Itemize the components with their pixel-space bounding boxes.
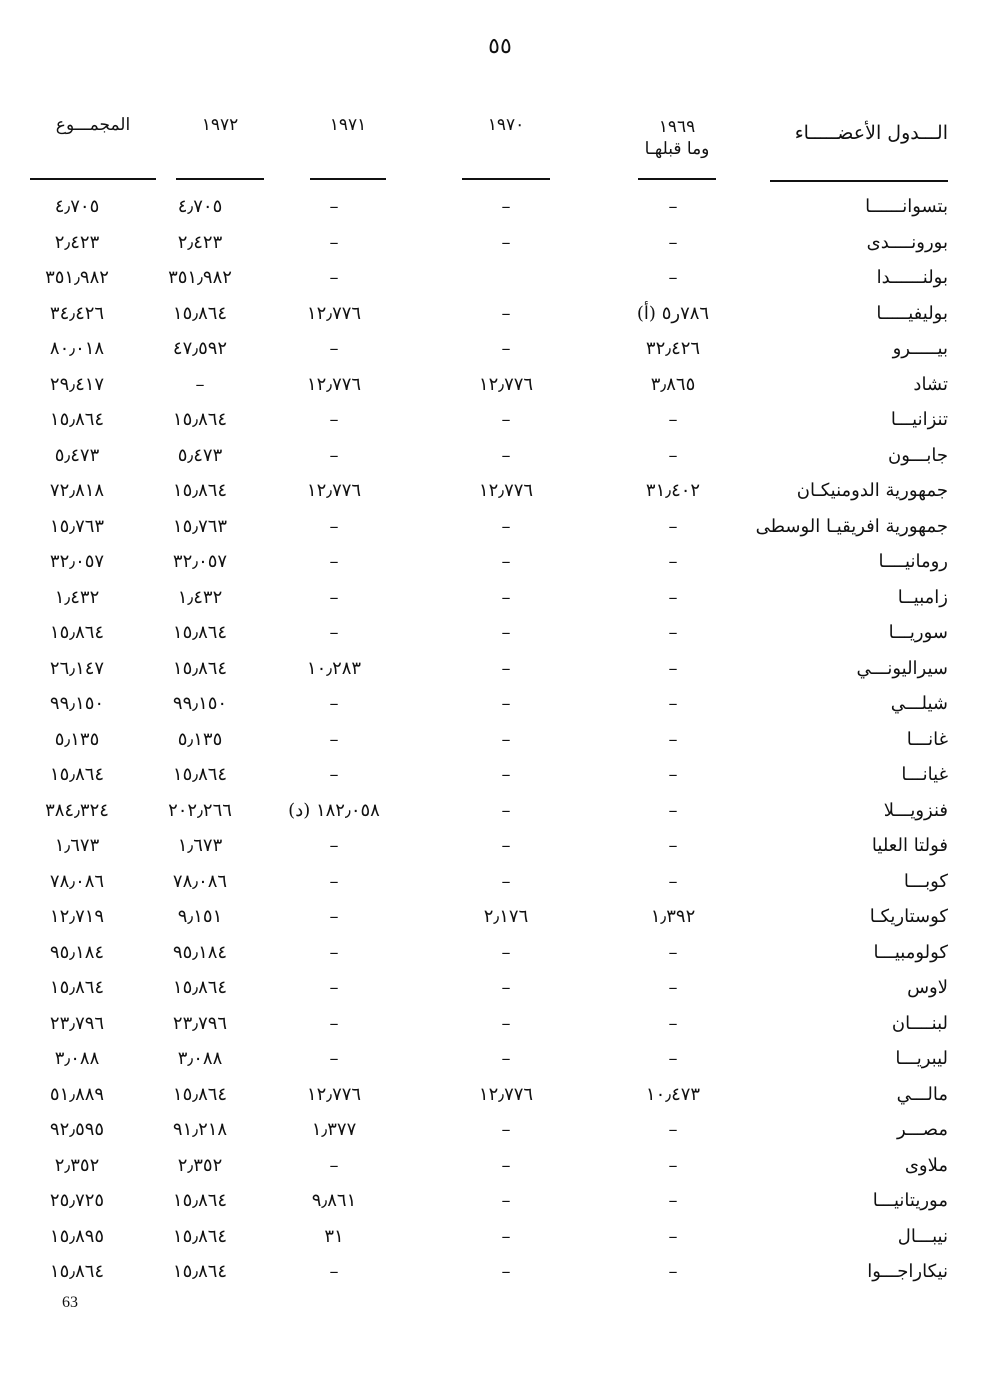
cell-1972: ٤٧٫٥٩٢ <box>172 338 228 359</box>
cell-1969: – <box>668 1048 678 1069</box>
cell-total: ٩٥٫١٨٤ <box>49 941 105 963</box>
cell-1970: – <box>501 1190 511 1211</box>
cell-1969: – <box>668 835 678 856</box>
cell-total: ١٥٫٨٦٤ <box>49 409 105 430</box>
cell-total: ٧٢٫٨١٨ <box>49 480 105 501</box>
country-name: بولنــــــدا <box>876 267 948 288</box>
country-name: جمهورية افريقيـا الوسطى <box>755 515 948 537</box>
table-row <box>0 760 1000 796</box>
cell-1971: – <box>329 941 339 963</box>
cell-total: ٣٢٫٠٥٧ <box>49 551 105 572</box>
cell-1971: ١٢٫٧٧٦ <box>306 302 362 324</box>
header-1972-label: ١٩٧٢ <box>201 115 239 135</box>
cell-1969: – <box>668 622 678 643</box>
cell-1972: ١٥٫٨٦٤ <box>172 1190 228 1211</box>
country-name: ليبريـــا <box>895 1048 948 1069</box>
cell-1971: – <box>329 409 339 430</box>
country-name: غيانـــا <box>901 764 948 785</box>
cell-total: ٩٩٫١٥٠ <box>49 693 105 714</box>
country-name: مالـــي <box>896 1083 948 1105</box>
cell-1969: – <box>668 977 678 998</box>
cell-1970: – <box>501 302 511 324</box>
country-name: بوليفيـــــا <box>876 302 948 324</box>
cell-1970: – <box>501 835 511 856</box>
cell-1970: – <box>501 728 511 750</box>
cell-1972: ٩١٫٢١٨ <box>172 1119 228 1140</box>
cell-1969: – <box>668 551 678 572</box>
header-1972 <box>176 114 264 180</box>
cell-1969: ٣٫٨٦٥ <box>650 373 696 395</box>
header-1969 <box>638 116 716 180</box>
table-row <box>0 299 1000 335</box>
cell-1970: – <box>501 1154 511 1176</box>
cell-1970: – <box>501 693 511 714</box>
cell-total: ١٢٫٧١٩ <box>49 906 105 927</box>
header-total <box>30 114 156 180</box>
table-row <box>0 334 1000 370</box>
cell-1970: – <box>501 1012 511 1034</box>
cell-1969: – <box>668 1119 678 1140</box>
cell-1971: ٣١ <box>324 1225 344 1247</box>
country-name: كولومبيـــا <box>873 941 948 963</box>
cell-1970: – <box>501 444 511 466</box>
cell-1972: ١٥٫٨٦٤ <box>172 764 228 785</box>
cell-total: ١٥٫٧٦٣ <box>49 515 105 537</box>
table-row <box>0 405 1000 441</box>
cell-total: ٣٫٠٨٨ <box>54 1048 100 1069</box>
cell-1970: – <box>501 231 511 253</box>
cell-1970: – <box>501 1261 511 1282</box>
cell-1969: – <box>668 1012 678 1034</box>
cell-total: ١٥٫٨٦٤ <box>49 977 105 998</box>
cell-total: ١٫٤٣٢ <box>54 586 100 608</box>
table-row <box>0 618 1000 654</box>
cell-1971: – <box>329 1154 339 1176</box>
header-rule <box>638 178 716 180</box>
cell-1972: ٧٨٫٠٨٦ <box>172 870 228 892</box>
cell-total: ٢٫٣٥٢ <box>54 1154 100 1176</box>
cell-1972: ٢٠٢٫٢٦٦ <box>168 799 232 821</box>
cell-1972: ٩٩٫١٥٠ <box>172 693 228 714</box>
table-row <box>0 902 1000 938</box>
table-row <box>0 263 1000 299</box>
table-row <box>0 1186 1000 1222</box>
header-total-label: المجمـــوع <box>55 115 131 135</box>
country-name: شيلـــي <box>890 693 948 714</box>
cell-1970: ١٢٫٧٧٦ <box>478 373 534 395</box>
footer-page-number: 63 <box>62 1294 78 1311</box>
cell-1971: – <box>329 693 339 714</box>
cell-total: ٢٣٫٧٩٦ <box>49 1012 105 1034</box>
header-rule <box>770 180 948 182</box>
header-member-states <box>770 122 948 182</box>
cell-1969: – <box>668 764 678 785</box>
table-row <box>0 796 1000 832</box>
cell-1971: – <box>329 196 339 217</box>
table-row <box>0 973 1000 1009</box>
cell-1970: – <box>501 1119 511 1140</box>
table-row <box>0 1080 1000 1116</box>
cell-1971: ١٢٫٧٧٦ <box>306 480 362 501</box>
cell-1971: ١٢٫٧٧٦ <box>306 1083 362 1105</box>
cell-total: ٢٫٤٢٣ <box>54 231 100 253</box>
country-name: لبنــــان <box>891 1012 948 1034</box>
country-name: كوستاريكـا <box>869 906 948 927</box>
cell-1970: – <box>501 551 511 572</box>
cell-1970: – <box>501 941 511 963</box>
cell-1972: ١٫٤٣٢ <box>177 586 223 608</box>
cell-1969: – <box>668 196 678 217</box>
table-row <box>0 1009 1000 1045</box>
cell-1972: ١٥٫٨٦٤ <box>172 480 228 501</box>
cell-1969: ١٫٣٩٢ <box>650 906 696 927</box>
country-name: زامبيــا <box>897 586 948 608</box>
cell-1970: – <box>501 409 511 430</box>
cell-1972: ٣٫٠٨٨ <box>177 1048 223 1069</box>
country-name: سوريـــا <box>888 622 948 643</box>
cell-total: ٢٩٫٤١٧ <box>49 373 105 395</box>
cell-1972: ٣٥١٫٩٨٢ <box>168 267 232 288</box>
cell-total: ٥١٫٨٨٩ <box>49 1083 105 1105</box>
table-row <box>0 370 1000 406</box>
header-rule <box>462 178 550 180</box>
country-name: بيـــــرو <box>892 338 948 359</box>
cell-1971: – <box>329 870 339 892</box>
table-row <box>0 725 1000 761</box>
cell-1971: – <box>329 835 339 856</box>
cell-1971: – <box>329 231 339 253</box>
cell-1970: – <box>501 977 511 998</box>
cell-1969: – <box>668 409 678 430</box>
cell-1971: – <box>329 728 339 750</box>
header-member-states-label: الـــدول الأعضـــــاء <box>794 122 948 144</box>
cell-1971: – <box>329 515 339 537</box>
cell-1972: – <box>195 373 205 395</box>
cell-1972: ٥٫١٣٥ <box>177 728 223 750</box>
header-rule <box>30 178 156 180</box>
country-name: بورونــــدى <box>866 231 948 253</box>
cell-1971: ٩٫٨٦١ <box>311 1190 357 1211</box>
cell-1971: – <box>329 444 339 466</box>
cell-1971: – <box>329 1048 339 1069</box>
header-1969-year: ١٩٦٩ <box>658 117 696 137</box>
cell-1969: – <box>668 1190 678 1211</box>
table-row <box>0 867 1000 903</box>
cell-1970: – <box>501 799 511 821</box>
country-name: رومانيــــا <box>878 551 948 572</box>
cell-total: ٧٨٫٠٨٦ <box>49 870 105 892</box>
cell-total: ٣٥١٫٩٨٢ <box>45 267 109 288</box>
cell-1972: ٥٫٤٧٣ <box>177 444 223 466</box>
cell-1971: – <box>329 764 339 785</box>
cell-1972: ١٥٫٧٦٣ <box>172 515 228 537</box>
cell-1969: – <box>668 1154 678 1176</box>
table-row <box>0 831 1000 867</box>
cell-1969: – <box>668 586 678 608</box>
cell-total: ٩٢٫٥٩٥ <box>49 1119 105 1140</box>
table-row <box>0 938 1000 974</box>
table-row <box>0 512 1000 548</box>
cell-total: ٥٫٤٧٣ <box>54 444 100 466</box>
cell-1970: ٢٫١٧٦ <box>483 906 529 927</box>
header-1970 <box>462 114 550 180</box>
cell-1972: ١٥٫٨٦٤ <box>172 1261 228 1282</box>
cell-1970: – <box>501 586 511 608</box>
cell-1971: – <box>329 1261 339 1282</box>
table-row <box>0 228 1000 264</box>
cell-1972: ١٥٫٨٦٤ <box>172 1225 228 1247</box>
country-name: سيراليونـــي <box>856 657 948 679</box>
cell-1972: ١٫٦٧٣ <box>177 835 223 856</box>
cell-1972: ١٥٫٨٦٤ <box>172 622 228 643</box>
cell-total: ٣٤٫٤٢٦ <box>49 302 105 324</box>
header-1971-label: ١٩٧١ <box>329 115 367 135</box>
cell-total: ٢٦٫١٤٧ <box>49 657 105 679</box>
cell-total: ١٥٫٨٩٥ <box>49 1225 105 1247</box>
country-name: غانـــا <box>906 728 948 750</box>
country-name: تنزانيـــا <box>890 409 948 430</box>
table-row <box>0 441 1000 477</box>
table-row <box>0 1151 1000 1187</box>
country-name: نيكاراجـــوا <box>867 1261 948 1282</box>
cell-total: ٥٫١٣٥ <box>54 728 100 750</box>
cell-1971: – <box>329 586 339 608</box>
cell-1971: – <box>329 977 339 998</box>
cell-1972: ٣٢٫٠٥٧ <box>172 551 228 572</box>
cell-1972: ٢٣٫٧٩٦ <box>172 1012 228 1034</box>
cell-1971: – <box>329 551 339 572</box>
cell-1970: – <box>501 338 511 359</box>
cell-total: ٢٥٫٧٢٥ <box>49 1190 105 1211</box>
cell-1972: ١٥٫٨٦٤ <box>172 977 228 998</box>
cell-1970: – <box>501 1048 511 1069</box>
cell-1970: – <box>501 515 511 537</box>
cell-1970: – <box>501 196 511 217</box>
cell-1971: – <box>329 267 339 288</box>
cell-1969: – <box>668 657 678 679</box>
cell-1972: ١٥٫٨٦٤ <box>172 1083 228 1105</box>
country-name: جابـــون <box>888 444 948 466</box>
cell-1972: ٤٫٧٠٥ <box>177 196 223 217</box>
cell-total: ٤٫٧٠٥ <box>54 196 100 217</box>
cell-total: ١٥٫٨٦٤ <box>49 622 105 643</box>
cell-1972: ١٥٫٨٦٤ <box>172 302 228 324</box>
contributions-table <box>0 192 1000 1293</box>
table-row <box>0 654 1000 690</box>
page-number: ٥٥ <box>488 34 512 59</box>
cell-1971: – <box>329 1012 339 1034</box>
cell-1970: ١٢٫٧٧٦ <box>478 480 534 501</box>
country-name: جمهورية الدومنيكـان <box>796 480 948 501</box>
cell-1972: ١٥٫٨٦٤ <box>172 409 228 430</box>
cell-1971: ١٨٢٫٠٥٨ (د) <box>288 799 380 821</box>
table-row <box>0 689 1000 725</box>
cell-1970: – <box>501 764 511 785</box>
country-name: كوبـــا <box>903 870 948 892</box>
cell-1972: ٢٫٤٢٣ <box>177 231 223 253</box>
cell-1969: – <box>668 941 678 963</box>
cell-1969: – <box>668 870 678 892</box>
cell-1972: ٩٫١٥١ <box>177 906 223 927</box>
cell-1971: ١٠٫٢٨٣ <box>306 657 362 679</box>
table-row <box>0 1257 1000 1293</box>
country-name: موريتانيـــا <box>872 1190 948 1211</box>
table-row <box>0 1222 1000 1258</box>
cell-1970: – <box>501 1225 511 1247</box>
cell-1969: ٧٨٦ر٥ (أ) <box>636 302 710 324</box>
country-name: فولتا العليا <box>871 835 948 856</box>
header-rule <box>176 178 264 180</box>
cell-1970: – <box>501 622 511 643</box>
cell-1969: – <box>668 693 678 714</box>
table-row <box>0 1115 1000 1151</box>
cell-1969: – <box>668 444 678 466</box>
header-1970-label: ١٩٧٠ <box>487 115 525 135</box>
cell-1971: ١٢٫٧٧٦ <box>306 373 362 395</box>
cell-1969: – <box>668 231 678 253</box>
cell-1970: – <box>501 870 511 892</box>
cell-total: ١٥٫٨٦٤ <box>49 1261 105 1282</box>
cell-total: ٨٠٫٠١٨ <box>49 338 105 359</box>
table-row <box>0 583 1000 619</box>
table-row <box>0 547 1000 583</box>
cell-1969: ١٠٫٤٧٣ <box>645 1083 701 1105</box>
cell-1969: – <box>668 799 678 821</box>
cell-1969: – <box>668 267 678 288</box>
cell-total: ٣٨٤٫٣٢٤ <box>45 799 109 821</box>
country-name: فنزويـــلا <box>883 799 948 821</box>
cell-1972: ٩٥٫١٨٤ <box>172 941 228 963</box>
cell-1969: ٣٢٫٤٢٦ <box>645 338 701 359</box>
country-name: بتسوانــــــا <box>865 196 948 217</box>
header-rule <box>310 178 386 180</box>
country-name: لاوس <box>907 977 948 998</box>
cell-1969: – <box>668 1261 678 1282</box>
cell-1971: – <box>329 622 339 643</box>
cell-1970: ١٢٫٧٧٦ <box>478 1083 534 1105</box>
cell-1969: – <box>668 728 678 750</box>
cell-1972: ١٥٫٨٦٤ <box>172 657 228 679</box>
cell-1971: ١٫٣٧٧ <box>311 1119 357 1140</box>
country-name: نيبـــال <box>897 1225 948 1247</box>
cell-1971: – <box>329 338 339 359</box>
header-1969-subtitle: وما قبلهـا <box>644 139 710 159</box>
cell-1972: ٢٫٣٥٢ <box>177 1154 223 1176</box>
cell-1969: ٣١٫٤٠٢ <box>645 480 701 501</box>
cell-1969: – <box>668 515 678 537</box>
cell-1969: – <box>668 1225 678 1247</box>
table-row <box>0 1044 1000 1080</box>
country-name: تشاد <box>913 373 948 395</box>
cell-total: ١٫٦٧٣ <box>54 835 100 856</box>
cell-total: ١٥٫٨٦٤ <box>49 764 105 785</box>
table-row <box>0 476 1000 512</box>
header-1971 <box>310 114 386 180</box>
table-row <box>0 192 1000 228</box>
cell-1971: – <box>329 906 339 927</box>
country-name: ملاوى <box>904 1154 948 1176</box>
country-name: مصـــر <box>896 1119 948 1140</box>
cell-1970: – <box>501 657 511 679</box>
